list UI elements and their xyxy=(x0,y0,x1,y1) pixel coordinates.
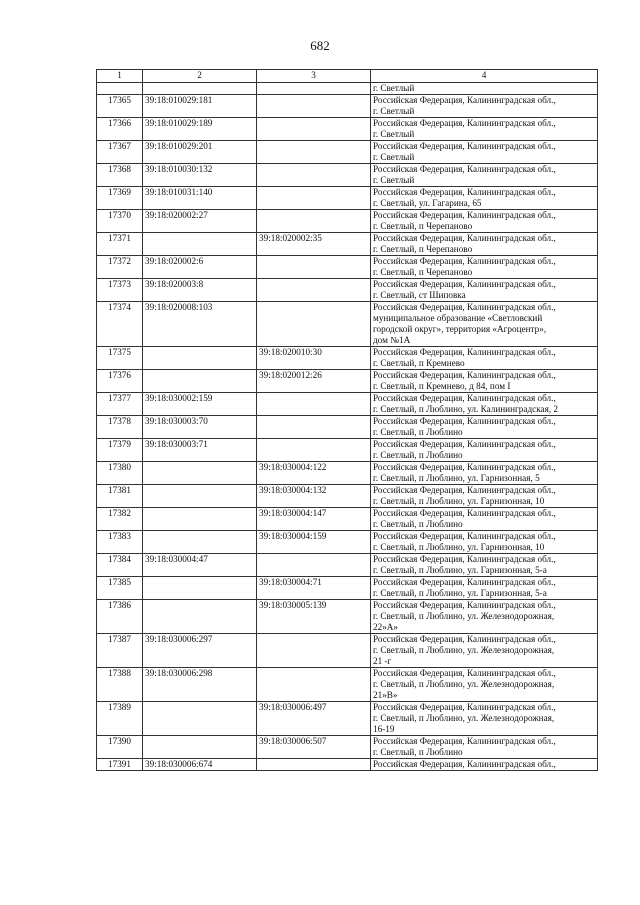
row-number: 17375 xyxy=(97,347,143,370)
cadastral-number-col2: 39:18:030002:159 xyxy=(143,393,257,416)
cadastral-number-col3: 39:18:030005:139 xyxy=(257,600,371,634)
cadastral-number-col2 xyxy=(143,233,257,256)
address: Российская Федерация, Калининградская обл., г. Светлый, п Люблино, ул. Железнодорожная, 21 -г xyxy=(371,634,598,668)
row-number: 17371 xyxy=(97,233,143,256)
cadastral-number-col2 xyxy=(143,600,257,634)
table-row xyxy=(97,702,598,736)
address: Российская Федерация, Калининградская обл., г. Светлый xyxy=(371,141,598,164)
table-row xyxy=(97,508,598,531)
table-row xyxy=(97,370,598,393)
address: Российская Федерация, Калининградская обл., г. Светлый, п Черепаново xyxy=(371,233,598,256)
cadastral-number-col2: 39:18:020008:103 xyxy=(143,302,257,347)
row-number: 17379 xyxy=(97,439,143,462)
cadastral-number-col2 xyxy=(143,577,257,600)
cadastral-number-col3 xyxy=(257,302,371,347)
row-number: 17385 xyxy=(97,577,143,600)
row-number: 17372 xyxy=(97,256,143,279)
cadastral-number-col3 xyxy=(257,554,371,577)
cadastral-number-col2 xyxy=(143,736,257,759)
cadastral-number-col2: 39:18:020002:27 xyxy=(143,210,257,233)
cadastral-number-col3: 39:18:030004:71 xyxy=(257,577,371,600)
cadastral-number-col2: 39:18:010029:201 xyxy=(143,141,257,164)
cadastral-number-col3 xyxy=(257,416,371,439)
cadastral-number-col3 xyxy=(257,668,371,702)
cadastral-number-col2: 39:18:030003:70 xyxy=(143,416,257,439)
address: Российская Федерация, Калининградская обл., г. Светлый, п Кремнево, д 84, пом I xyxy=(371,370,598,393)
row-number: 17388 xyxy=(97,668,143,702)
row-number xyxy=(97,83,143,95)
cadastral-number-col2: 39:18:010029:189 xyxy=(143,118,257,141)
cadastral-number-col3 xyxy=(257,187,371,210)
row-number: 17377 xyxy=(97,393,143,416)
address: Российская Федерация, Калининградская обл., г. Светлый, п Черепаново xyxy=(371,256,598,279)
table-row xyxy=(97,759,598,771)
cadastral-number-col2: 39:18:030003:71 xyxy=(143,439,257,462)
cadastral-number-col2: 39:18:010030:132 xyxy=(143,164,257,187)
cadastral-number-col3: 39:18:030006:507 xyxy=(257,736,371,759)
address: Российская Федерация, Калининградская обл., г. Светлый, п Люблино, ул. Калининградская, 2 xyxy=(371,393,598,416)
cadastral-number-col2 xyxy=(143,462,257,485)
table-row xyxy=(97,233,598,256)
cadastral-number-col3 xyxy=(257,210,371,233)
cadastral-number-col3: 39:18:030004:132 xyxy=(257,485,371,508)
table-row xyxy=(97,600,598,634)
page-number: 682 xyxy=(310,38,330,53)
address: Российская Федерация, Калининградская обл., г. Светлый, п Люблино, ул. Железнодорожная, 21»В» xyxy=(371,668,598,702)
cadastral-number-col3: 39:18:020012:26 xyxy=(257,370,371,393)
address: Российская Федерация, Калининградская обл., г. Светлый, п Люблино xyxy=(371,416,598,439)
column-header: 4 xyxy=(371,70,598,83)
cadastral-number-col2: 39:18:030006:297 xyxy=(143,634,257,668)
table-row xyxy=(97,416,598,439)
address: Российская Федерация, Калининградская обл., xyxy=(371,759,598,771)
address: Российская Федерация, Калининградская обл., г. Светлый, п Люблино, ул. Железнодорожная, 16-19 xyxy=(371,702,598,736)
cadastral-number-col3 xyxy=(257,439,371,462)
address: Российская Федерация, Калининградская обл., г. Светлый, п Люблино, ул. Гарнизонная, 10 xyxy=(371,485,598,508)
address: Российская Федерация, Калининградская обл., г. Светлый, п Люблино, ул. Гарнизонная, 5-а xyxy=(371,577,598,600)
address: Российская Федерация, Калининградская обл., г. Светлый, п Черепаново xyxy=(371,210,598,233)
row-number: 17378 xyxy=(97,416,143,439)
table-row xyxy=(97,462,598,485)
cadastral-number-col3 xyxy=(257,279,371,302)
header-row xyxy=(97,70,598,83)
row-number: 17373 xyxy=(97,279,143,302)
cadastral-number-col3: 39:18:020010:30 xyxy=(257,347,371,370)
table-row xyxy=(97,668,598,702)
cadastral-number-col2 xyxy=(143,485,257,508)
cadastral-number-col3: 39:18:030004:122 xyxy=(257,462,371,485)
cadastral-number-col2 xyxy=(143,83,257,95)
table-row xyxy=(97,577,598,600)
table-row xyxy=(97,554,598,577)
table-row xyxy=(97,279,598,302)
cadastral-number-col3: 39:18:030006:497 xyxy=(257,702,371,736)
row-number: 17383 xyxy=(97,531,143,554)
cadastral-number-col3 xyxy=(257,256,371,279)
table-row xyxy=(97,347,598,370)
table-row xyxy=(97,256,598,279)
table-row xyxy=(97,83,598,95)
cadastral-number-col2 xyxy=(143,370,257,393)
row-number: 17390 xyxy=(97,736,143,759)
row-number: 17369 xyxy=(97,187,143,210)
cadastral-number-col3: 39:18:020002:35 xyxy=(257,233,371,256)
address: Российская Федерация, Калининградская обл., г. Светлый, п Люблино, ул. Железнодорожная, 22»А» xyxy=(371,600,598,634)
row-number: 17382 xyxy=(97,508,143,531)
table-row xyxy=(97,302,598,347)
cadastral-number-col3 xyxy=(257,634,371,668)
address: Российская Федерация, Калининградская обл., г. Светлый xyxy=(371,118,598,141)
table-row xyxy=(97,531,598,554)
address: Российская Федерация, Калининградская обл., г. Светлый, п Люблино, ул. Гарнизонная, 5 xyxy=(371,462,598,485)
table-row xyxy=(97,393,598,416)
cadastral-number-col2: 39:18:020002:6 xyxy=(143,256,257,279)
table-row xyxy=(97,210,598,233)
address: Российская Федерация, Калининградская обл., г. Светлый, ул. Гагарина, 65 xyxy=(371,187,598,210)
address: г. Светлый xyxy=(371,83,598,95)
cadastral-number-col3 xyxy=(257,83,371,95)
row-number: 17376 xyxy=(97,370,143,393)
table-row xyxy=(97,141,598,164)
registry-table xyxy=(96,69,598,771)
row-number: 17384 xyxy=(97,554,143,577)
table-row xyxy=(97,634,598,668)
cadastral-number-col2: 39:18:010029:181 xyxy=(143,95,257,118)
row-number: 17387 xyxy=(97,634,143,668)
row-number: 17381 xyxy=(97,485,143,508)
table-row xyxy=(97,485,598,508)
cadastral-number-col3 xyxy=(257,141,371,164)
address: Российская Федерация, Калининградская обл., г. Светлый xyxy=(371,164,598,187)
row-number: 17386 xyxy=(97,600,143,634)
cadastral-number-col3: 39:18:030004:159 xyxy=(257,531,371,554)
table-row xyxy=(97,118,598,141)
table-row xyxy=(97,736,598,759)
table-row xyxy=(97,164,598,187)
address: Российская Федерация, Калининградская обл., г. Светлый, п Кремнево xyxy=(371,347,598,370)
cadastral-number-col3 xyxy=(257,118,371,141)
cadastral-number-col2: 39:18:030004:47 xyxy=(143,554,257,577)
row-number: 17368 xyxy=(97,164,143,187)
cadastral-number-col3 xyxy=(257,393,371,416)
row-number: 17391 xyxy=(97,759,143,771)
address: Российская Федерация, Калининградская обл., г. Светлый, п Люблино xyxy=(371,508,598,531)
row-number: 17366 xyxy=(97,118,143,141)
column-header: 1 xyxy=(97,70,143,83)
cadastral-number-col3 xyxy=(257,164,371,187)
cadastral-number-col2: 39:18:030006:674 xyxy=(143,759,257,771)
cadastral-number-col2 xyxy=(143,508,257,531)
cadastral-number-col3 xyxy=(257,759,371,771)
cadastral-number-col3: 39:18:030004:147 xyxy=(257,508,371,531)
address: Российская Федерация, Калининградская обл., г. Светлый, ст Шиповка xyxy=(371,279,598,302)
cadastral-number-col3 xyxy=(257,95,371,118)
cadastral-number-col2 xyxy=(143,531,257,554)
row-number: 17367 xyxy=(97,141,143,164)
address: Российская Федерация, Калининградская обл., г. Светлый, п Люблино, ул. Гарнизонная, 5-а xyxy=(371,554,598,577)
address: Российская Федерация, Калининградская обл., муниципальное образование «Светловский городской округ», территория «Агроцентр», дом №1А xyxy=(371,302,598,347)
table-body xyxy=(97,83,598,771)
column-header: 3 xyxy=(257,70,371,83)
row-number: 17365 xyxy=(97,95,143,118)
address: Российская Федерация, Калининградская обл., г. Светлый xyxy=(371,95,598,118)
address: Российская Федерация, Калининградская обл., г. Светлый, п Люблино xyxy=(371,439,598,462)
column-header: 2 xyxy=(143,70,257,83)
row-number: 17389 xyxy=(97,702,143,736)
row-number: 17380 xyxy=(97,462,143,485)
row-number: 17374 xyxy=(97,302,143,347)
cadastral-number-col2 xyxy=(143,702,257,736)
table-row xyxy=(97,439,598,462)
address: Российская Федерация, Калининградская обл., г. Светлый, п Люблино xyxy=(371,736,598,759)
table-row xyxy=(97,187,598,210)
cadastral-number-col2: 39:18:010031:140 xyxy=(143,187,257,210)
address: Российская Федерация, Калининградская обл., г. Светлый, п Люблино, ул. Гарнизонная, 10 xyxy=(371,531,598,554)
cadastral-number-col2: 39:18:020003:8 xyxy=(143,279,257,302)
cadastral-number-col2: 39:18:030006:298 xyxy=(143,668,257,702)
row-number: 17370 xyxy=(97,210,143,233)
table-row xyxy=(97,95,598,118)
cadastral-number-col2 xyxy=(143,347,257,370)
